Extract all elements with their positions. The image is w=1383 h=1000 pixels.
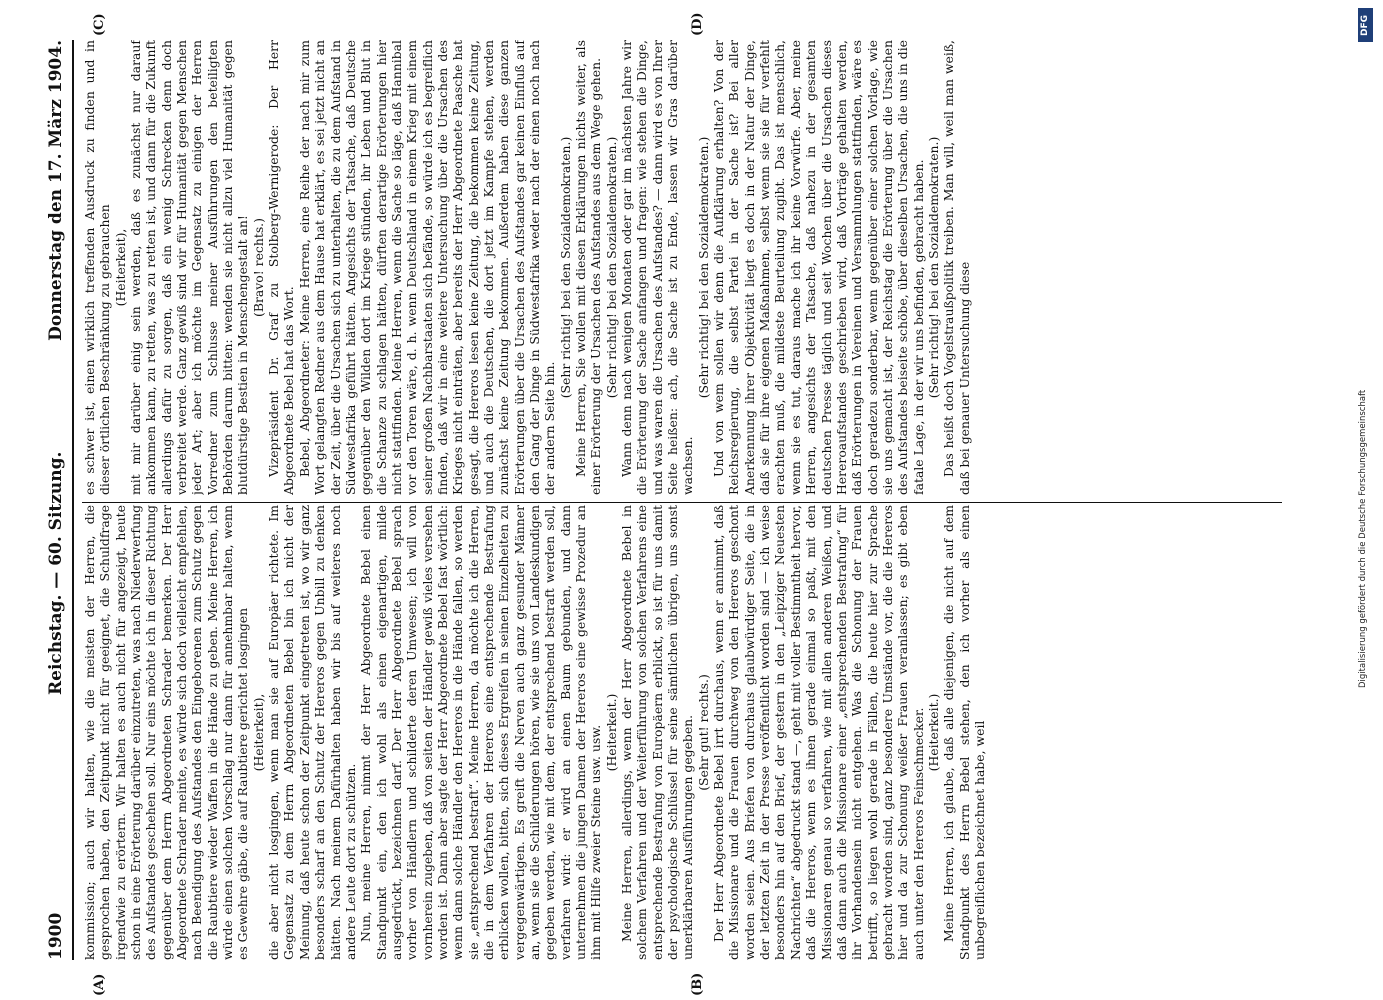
dfg-logo: DFG	[1358, 8, 1373, 42]
page-header	[40, 40, 74, 960]
paragraph: Meine Herren, allerdings, wenn der Herr Abgeordnete Bebel in solchem Verfahren und der Weiterführung von solchen Verfahrens eine entsprechende Bestrafung von Europäern erblickt, so ist für uns damit der psychologische Schlüssel für seine sämtlichen übrigen, uns sonst unerklärbaren Ausführungen gegeben.	[619, 505, 696, 960]
interjection: (Sehr gut! rechts.)	[695, 674, 711, 791]
session-date: Donnerstag den 17. März 1904.	[46, 40, 66, 341]
dfg-credit	[1352, 8, 1380, 728]
interjection: (Sehr richtig! bei den Sozialdemokraten.)	[925, 136, 941, 399]
paragraph: mit mir darüber einig sein werden, daß es zunächst nur darauf ankommen kann, zu retten, was zu retten ist, und dann für die Zukunft allerdings dafür zu sorgen, daß ein wenig Schrecken denn doch verbreitet werde. Ganz gewiß sind wir für Humanität gegen Menschen jeder Art; aber ich möchte im Gegensatz zu einigen der Herren Vorredner zum Schlusse meiner Ausführungen den beteiligten Behörden darum bitten: wenden sie nicht allzu viel Humanität gegen blutdürstige Bestien in Menschengestalt an!	[128, 40, 251, 495]
interjection: (Heiterkeit),	[250, 693, 266, 772]
interjection: (Heiterkeit.)	[925, 693, 941, 772]
interjection: (Bravo! rechts.)	[250, 218, 266, 317]
interjection: (Heiterkeit),	[112, 228, 128, 307]
header-rule	[72, 40, 74, 960]
interjection: (Heiterkeit.)	[603, 693, 619, 772]
paragraph: Wann denn nach wenigen Monaten oder gar im nächsten Jahre wir die Erörterung der Sache anfangen und fragen: wie stehen die Dinge, und was waren die Ursachen des Aufstandes? — dann wird es von Ihrer Seite heißen: ach, die Sache ist zu Ende, lassen wir Gras darüber wachsen.	[619, 40, 696, 495]
column-right	[82, 40, 1292, 495]
paragraph: Das heißt doch Vogelstraußpolitik treiben. Man will, weil man weiß, daß bei genauer Untersuchung diese	[941, 40, 972, 495]
interjection: (Sehr richtig! bei den Sozialdemokraten.)	[557, 136, 573, 399]
margin-marker-a: (A)	[92, 973, 107, 996]
paragraph: Der Herr Abgeordnete Bebel irrt durchaus, wenn er annimmt, daß die Missionare und die Frauen durchweg von den Hereros geschont worden seien. Aus Briefen von durchaus glaubwürdiger Seite, die in der letzten Zeit in der Presse veröffentlicht worden sind — ich weise besonders hin auf den Brief, der gestern in den „Leipziger Neuesten Nachrichten“ abgedruckt stand —, geht mit voller Bestimmtheit hervor, daß die Hereros, wenn es ihnen gerade einmal so paßt, mit den Missionaren genau so verfahren, wie mit allen anderen Weißen, und daß dann auch die Missionare einer „entsprechenden Bestrafung“ für ihr Vorhandensein nicht entgehen. Was die Schonung der Frauen betrifft, so liegen wohl gerade in Fällen, die heute hier zur Sprache gebracht worden sind, ganz besondere Umstände vor, die die Hereros hier und da zur Schonung weißer Frauen veranlassen; es gibt eben auch unter den Hereros Feinschmecker.	[711, 505, 926, 960]
paragraph: Bebel, Abgeordneter: Meine Herren, eine Reihe der nach mir zum Wort gelangten Redner aus dem Hause hat erklärt, es sei jetzt nicht an der Zeit, über die Ursachen sich zu unterhalten, die zu dem Aufstand in Südwestafrika geführt hätten. Angesichts der Tatsache, daß Deutsche gegenüber den Wilden dort im Kriege stünden, ihr Leben und Blut in die Schanze zu schlagen hätten, dürften derartige Erörterungen hier nicht stattfinden. Meine Herren, wenn die Sache so läge, daß Hannibal vor den Toren wäre, d. h. wenn Deutschland in einem Krieg mit einem seiner großen Nachbarstaaten sich befände, so würde ich es begreiflich finden, daß wir in eine weitere Untersuchung über die Ursachen des Krieges nicht einträten, aber bereits der Herr Abgeordnete Paasche hat gesagt, die Hereros lesen keine Zeitung, die bekommen keine Zeitung, und auch die Deutschen, die dort jetzt im Kampfe stehen, werden zunächst keine Zeitung bekommen. Außerdem haben diese ganzen Erörterungen über die Ursachen des Aufstandes gar keinen Einfluß auf den Gang der Dinge in Südwestafrika weder nach der einen noch nach der andern Seite hin.	[296, 40, 558, 495]
margin-marker-b: (B)	[690, 972, 705, 996]
paragraph: Meine Herren, ich glaube, daß alle diejenigen, die nicht auf dem Standpunkt des Herrn Bebel stehen, den ich vorher als einen unbegreiflichen bezeichnet habe, weil	[941, 505, 987, 960]
margin-marker-d: (D)	[690, 12, 705, 36]
interjection: (Sehr richtig! bei den Sozialdemokraten.)	[695, 136, 711, 399]
interjection: (Sehr richtig! bei den Sozialdemokraten.)	[603, 136, 619, 399]
paragraph: kommission; auch wir halten, wie die meisten der Herren, die gesprochen haben, den Zeitpunkt nicht für geeignet, die Schuldfrage irgendwie zu erörtern. Wir halten es auch nicht für angezeigt, heute schon in eine Erörterung darüber einzutreten, was nach Niederwerfung des Aufstandes geschehen soll. Nur eins möchte ich in dieser Richtung gegenüber dem Herrn Abgeordneten Schrader bemerken. Der Herr Abgeordnete Schrader meinte, es würde sich doch vielleicht empfehlen, nach Beendigung des Aufstandes den Eingeborenen zum Schutz gegen die Raubtiere wieder Waffen in die Hände zu geben. Meine Herren, ich würde einen solchen Vorschlag nur dann für annehmbar halten, wenn es Gewehre gäbe, die auf Raubtiere gerichtet losgingen	[82, 505, 251, 960]
speaker-intro: Vizepräsident Dr. Graf zu Stolberg-Wernigerode: Der Herr Abgeordnete Bebel hat das Wort.	[266, 40, 297, 495]
chamber-session: Reichstag. — 60. Sitzung.	[46, 451, 66, 695]
column-left	[82, 505, 1292, 960]
margin-marker-c: (C)	[92, 13, 107, 36]
digitization-credit: Digitalisierung gefördert durch die Deutsche Forschungsgemeinschaft	[1358, 389, 1368, 688]
paragraph: Und von wem sollen wir denn die Aufklärung erhalten? Von der Reichsregierung, die selbst Partei in der Sache ist? Bei aller Anerkennung ihrer Objektivität liegt es doch in der Natur der Dinge, daß sie für ihre eigenen Maßnahmen, selbst wenn sie sie für verfehlt erachten muß, die mildeste Beurteilung zugibt. Das ist menschlich, wenn sie es tut, daraus mache ich ihr keine Vorwürfe. Aber, meine Herren, angesichts der Tatsache, daß nahezu in der gesamten deutschen Presse täglich und seit Wochen über die Ursachen dieses Hereroaufstandes geschrieben wird, daß Vorträge gehalten werden, daß Erörterungen in Vereinen und Versammlungen stattfinden, wäre es doch geradezu sonderbar, wenn gegenüber einer solchen Vorlage, wie sie uns gemacht ist, der Reichstag die Erörterung über die Ursachen des Aufstandes beiseite schöbe, über dieselben Ursachen, die uns in die fatale Lage, in der wir uns befinden, gebracht haben.	[711, 40, 926, 495]
page-number: 1900	[46, 912, 66, 960]
column-divider	[82, 502, 1282, 503]
paragraph: Nun, meine Herren, nimmt der Herr Abgeordnete Bebel einen Standpunkt ein, den ich wohl als einen eigenartigen, milde ausgedrückt, bezeichnen darf. Der Herr Abgeordnete Bebel sprach vorher von Händlern und schilderte deren Umwesen; ich will von vornherein zugeben, daß von seiten der Händler gewiß vieles versehen worden ist. Dann aber sagte der Herr Abgeordnete Bebel fast wörtlich: wenn dann solche Händler den Hereros in die Hände fallen, so werden sie „entsprechend bestraft“. Meine Herren, da möchte ich die Herren, die in dem Verfahren der Hereros eine entsprechende Bestrafung erblicken wollen, bitten, sich dieses Ergreifen in seinen Einzelheiten zu vergegenwärtigen. Es greift die Nerven auch ganz gesunder Männer an, wenn sie die Schilderungen hören, wie sie uns von Landeskundigen gegeben werden, wie mit dem, der entsprechend bestraft werden soll, verfahren wird: er wird an einen Baum gebunden, und dann unternehmen die jungen Damen der Hereros eine gewisse Prozedur an ihm mit Hilfe zweier Steine usw. usw.	[358, 505, 604, 960]
paragraph: Meine Herren, Sie wollen mit diesen Erklärungen nichts weiter, als einer Erörterung der Ursachen des Aufstandes aus dem Wege gehen.	[573, 40, 604, 495]
paragraph: die aber nicht losgingen, wenn man sie auf Europäer richtete. Im Gegensatz zu dem Herrn Abgeordneten Bebel bin ich nicht der Meinung, daß heute schon der Zeitpunkt eingetreten ist, wo wir ganz besonders scharf an den Schutz der Hereros gegen Unbill zu denken hätten. Nach meinem Dafürhalten haben wir bis auf weiteres noch andere Leute dort zu schützen.	[266, 505, 358, 960]
paragraph: es schwer ist, einen wirklich treffenden Ausdruck zu finden und in dieser örtlichen Beschränkung zu gebrauchen	[82, 40, 113, 495]
